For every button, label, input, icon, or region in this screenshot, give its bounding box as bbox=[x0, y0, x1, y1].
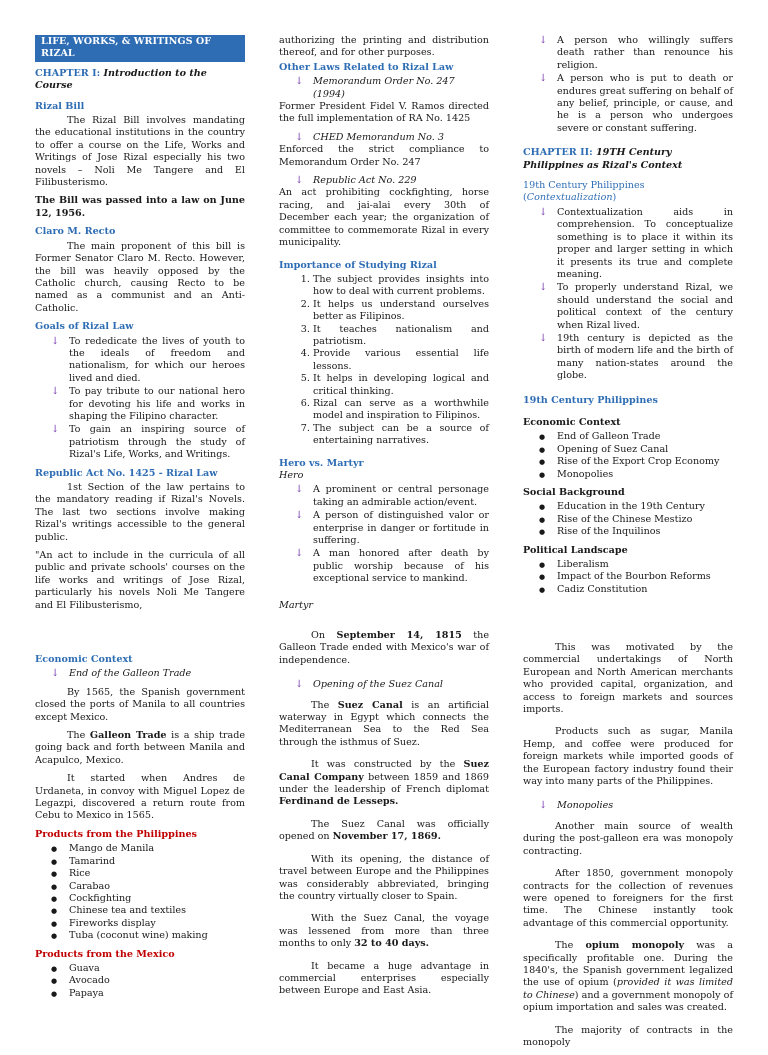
ra-229-heading: ↓ Republic Act No. 229 bbox=[295, 175, 417, 187]
arrow-bullet-icon: ↓ bbox=[539, 282, 548, 294]
political-list bbox=[523, 559, 733, 596]
social-background-heading: Social Background bbox=[523, 487, 625, 498]
page2-column-1 bbox=[35, 654, 245, 1006]
list-item: ● Education in the 19th Century bbox=[523, 501, 733, 513]
bill-passed-paragraph: The Bill was passed into a law on June 12, 1956. bbox=[35, 195, 245, 219]
suez-definition-paragraph: The Suez Canal is an artificial waterway in Egypt which connects the Mediterranean Sea to the Red Sea through the isthmus of Suez. bbox=[279, 699, 489, 748]
list-item: ● Rise of the Export Crop Economy bbox=[523, 456, 733, 468]
list-item: ↓ A prominent or central personage taking an admirable action/event. bbox=[295, 484, 489, 508]
arrow-bullet-icon: ↓ bbox=[295, 131, 304, 143]
list-item: ● Tamarind bbox=[35, 856, 245, 868]
list-item: ↓ To pay tribute to our national hero for devoting his life and works in shaping the Filipino character. bbox=[51, 386, 245, 422]
arrow-bullet-icon: ↓ bbox=[295, 76, 304, 88]
arrow-bullet-icon: ↓ bbox=[539, 73, 548, 85]
ra-1425-paragraph: 1st Section of the law pertains to the mandatory reading if Rizal's Novels. The last two sections involve making Rizal's writings accessible to the general public. bbox=[35, 482, 245, 543]
list-item: ● Rise of the Chinese Mestizo bbox=[523, 514, 733, 526]
suez-construction-paragraph: It was constructed by the Suez Canal Company between 1859 and 1869 under the leadership of French diplomat Ferdinand de Lesseps. bbox=[279, 759, 489, 808]
ports-paragraph: By 1565, the Spanish government closed the ports of Manila to all countries except Mexico. bbox=[35, 686, 245, 723]
chapter-label: CHAPTER I: bbox=[35, 67, 101, 79]
distance-paragraph: With its opening, the distance of travel between Europe and the Philippines was considerably abbreviated, bringing the country virtually closer to Spain. bbox=[279, 853, 489, 902]
rizal-bill-paragraph: The Rizal Bill involves mandating the educational institutions in the country to offer a course on the Life, Works and Writings of Jose Rizal especially his two novels – Noli Me Tangere and El Filibusterismo. bbox=[35, 115, 245, 189]
rizal-bill-heading: Rizal Bill bbox=[35, 100, 85, 112]
arrow-bullet-icon: ↓ bbox=[51, 424, 60, 436]
galleon-definition-paragraph: The Galleon Trade is a ship trade going back and forth between Manila and Acapulco, Mexico. bbox=[35, 730, 246, 766]
19th-century-heading: 19th Century Philippines bbox=[523, 394, 658, 406]
context-heading: 19th Century Philippines (Contextualization) bbox=[523, 180, 645, 204]
arrow-bullet-icon: ↓ bbox=[51, 668, 60, 680]
list-item: 7. The subject can be a source of entertaining narratives. bbox=[313, 423, 489, 448]
galleon-subheading: ↓ End of the Galleon Trade bbox=[51, 668, 192, 680]
arrow-bullet-icon: ↓ bbox=[295, 679, 304, 691]
document-title: LIFE, WORKS, & WRITINGS OF RIZAL bbox=[35, 35, 245, 62]
monopolies-subheading: ↓ Monopolies bbox=[539, 800, 614, 812]
ched-memo-paragraph: Enforced the strict compliance to Memorandum Order No. 247 bbox=[279, 144, 489, 168]
list-item: 1. The subject provides insights into how to deal with current problems. bbox=[313, 274, 489, 299]
ched-memo-heading: ↓ CHED Memorandum No. 3 bbox=[295, 131, 444, 143]
economic-context-heading: Economic Context bbox=[35, 654, 133, 665]
list-item: ● Chinese tea and textiles bbox=[35, 905, 245, 917]
list-item: 6. Rizal can serve as a worthwhile model and inspiration to Filipinos. bbox=[313, 398, 489, 423]
list-item: 3. It teaches nationalism and patriotism. bbox=[313, 324, 489, 349]
page1-column-3 bbox=[523, 35, 733, 602]
list-item: ● Impact of the Bourbon Reforms bbox=[523, 571, 733, 583]
list-item: ● Fireworks display bbox=[35, 918, 245, 930]
list-item: 4. Provide various essential life lessons. bbox=[313, 348, 489, 373]
list-item: ● Liberalism bbox=[523, 559, 733, 571]
chapter-2-heading bbox=[523, 147, 733, 172]
monopoly-source-paragraph: Another main source of wealth during the post-galleon era was monopoly contracting. bbox=[523, 820, 733, 857]
memo-247-heading: ↓ Memorandum Order No. 247 (1994) bbox=[295, 76, 455, 100]
list-item: ● End of Galleon Trade bbox=[523, 431, 733, 443]
act-quote-continued: authorizing the printing and distribution thereof, and for other purposes. bbox=[279, 35, 489, 59]
arrow-bullet-icon: ↓ bbox=[539, 800, 548, 812]
list-item: ● Mango de Manila bbox=[35, 843, 245, 855]
list-item: ● Monopolies bbox=[523, 469, 733, 481]
page1-column-2 bbox=[279, 35, 489, 614]
revenue-contracts-paragraph: After 1850, government monopoly contracts for the collection of revenues were opened to foreigners for the first time. The Chinese instantly took advantage of this commercial opportunity. bbox=[523, 868, 733, 929]
martyr-list bbox=[523, 35, 733, 135]
page2-column-2 bbox=[279, 630, 489, 1004]
suez-opening-paragraph: The Suez Canal was officially opened on November 17, 1869. bbox=[279, 818, 489, 843]
hero-martyr-heading: Hero vs. Martyr bbox=[279, 457, 364, 469]
chapter-title: Introduction to the Course bbox=[35, 67, 207, 92]
arrow-bullet-icon: ↓ bbox=[295, 510, 304, 522]
list-item: ↓ Contextualization aids in comprehension. To conceptualize something is to place it within its proper and larger setting in which it presents its true and complete meaning. bbox=[539, 206, 733, 280]
list-item: 2. It helps us understand ourselves better as Filipinos. bbox=[313, 299, 489, 324]
list-item: ● Cadiz Constitution bbox=[523, 584, 733, 596]
list-item: ● Tuba (coconut wine) making bbox=[35, 930, 245, 942]
list-item: ↓ To properly understand Rizal, we should understand the social and political context of the century when Rizal lived. bbox=[539, 282, 733, 331]
hero-list bbox=[279, 484, 489, 585]
advantage-paragraph: It became a huge advantage in commercial enterprises especially between Europe and East Asia. bbox=[279, 960, 489, 997]
political-landscape-heading: Political Landscape bbox=[523, 544, 628, 556]
arrow-bullet-icon: ↓ bbox=[51, 386, 60, 398]
urdaneta-paragraph: It started when Andres de Urdaneta, in convoy with Miguel Lopez de Legazpi, discovered a return route from Cebu to Mexico in 1565. bbox=[35, 773, 245, 822]
voyage-paragraph: With the Suez Canal, the voyage was lessened from more than three months to only 32 to 40 days. bbox=[279, 913, 489, 950]
list-item: ↓ A person of distinguished valor or enterprise in danger or fortitude in suffering. bbox=[295, 510, 489, 547]
list-item: ↓ To rededicate the lives of youth to the ideals of freedom and nationalism, for which our heroes lived and died. bbox=[51, 335, 245, 384]
economic-context-heading: Economic Context bbox=[523, 416, 621, 428]
arrow-bullet-icon: ↓ bbox=[539, 332, 548, 344]
opium-paragraph: The opium monopoly was a specifically profitable one. During the 1840's, the Spanish government legalized the use of opium (provided it was limited to Chinese) and a government monopoly of opium importation and sales was created. bbox=[523, 940, 734, 1014]
list-item: ● Guava bbox=[35, 963, 245, 975]
list-item: ↓ A person who is put to death or endures great suffering on behalf of any belief, principle, or cause, and he is a person who undergoes severe or constant suffering. bbox=[539, 73, 733, 134]
list-item: ● Avocado bbox=[35, 975, 245, 987]
economic-list bbox=[523, 431, 733, 481]
contracts-majority-paragraph: The majority of contracts in the monopoly bbox=[523, 1024, 733, 1048]
act-quote-paragraph: "An act to include in the curricula of all public and private schools' courses on the life works and writings of Jose Rizal, particularly his novels Noli Me Tangere and El Filibusterismo, bbox=[35, 550, 245, 611]
galleon-end-paragraph: On September 14, 1815 the Galleon Trade ended with Mexico's war of independence. bbox=[279, 630, 489, 666]
recto-heading: Claro M. Recto bbox=[35, 226, 116, 238]
arrow-bullet-icon: ↓ bbox=[295, 175, 304, 187]
arrow-bullet-icon: ↓ bbox=[51, 335, 60, 347]
recto-paragraph: The main proponent of this bill is Former Senator Claro M. Recto. However, the bill was heavily opposed by the Catholic church, causing Recto to be named as a communist and an Anti-Catholic. bbox=[35, 240, 245, 314]
products-philippines-heading: Products from the Philippines bbox=[35, 828, 197, 840]
list-item: ↓ A person who willingly suffers death rather than renounce his religion. bbox=[539, 35, 733, 71]
products-philippines-list bbox=[35, 843, 245, 942]
motivation-paragraph: This was motivated by the commercial undertakings of North European and North American merchants who provided capital, organization, and access to foreign markets and sources imports. bbox=[523, 642, 733, 716]
page2-column-3 bbox=[523, 642, 733, 1055]
list-item: ↓ A man honored after death by public worship because of his exceptional service to mankind. bbox=[295, 548, 489, 585]
arrow-bullet-icon: ↓ bbox=[295, 548, 304, 560]
page1-column-1 bbox=[35, 35, 245, 618]
list-item: ● Rise of the Inquilinos bbox=[523, 526, 733, 538]
list-item: 5. It helps in developing logical and critical thinking. bbox=[313, 373, 489, 398]
ra-229-paragraph: An act prohibiting cockfighting, horse racing, and jai-alai every 30th of December each year; the organization of committee to commemorate Rizal in every municipality. bbox=[279, 187, 489, 249]
chapter-1-heading bbox=[35, 68, 245, 93]
list-item: ● Carabao bbox=[35, 881, 245, 893]
arrow-bullet-icon: ↓ bbox=[295, 484, 304, 496]
ra-1425-heading: Republic Act No. 1425 - Rizal Law bbox=[35, 467, 218, 479]
chapter-title: 19TH Century Philippines as Rizal's Context bbox=[523, 147, 683, 171]
list-item: ● Cockfighting bbox=[35, 893, 245, 905]
memo-247-paragraph: Former President Fidel V. Ramos directed the full implementation of RA No. 1425 bbox=[279, 101, 489, 125]
other-laws-heading: Other Laws Related to Rizal Law bbox=[279, 61, 454, 73]
arrow-bullet-icon: ↓ bbox=[539, 35, 548, 46]
context-list bbox=[523, 207, 733, 383]
importance-list bbox=[279, 274, 489, 448]
goals-list bbox=[35, 336, 245, 462]
chapter-label: CHAPTER II: bbox=[523, 147, 593, 159]
martyr-subheading: Martyr bbox=[279, 599, 313, 611]
list-item: ● Opening of Suez Canal bbox=[523, 444, 733, 456]
products-mexico-heading: Products from the Mexico bbox=[35, 948, 175, 960]
products-mexico-list bbox=[35, 963, 245, 1000]
list-item: ● Papaya bbox=[35, 988, 245, 1000]
hero-subheading: Hero bbox=[279, 470, 304, 481]
products-paragraph: Products such as sugar, Manila Hemp, and coffee were produced for foreign markets while imported goods of the European factory industry found their way into many parts of the Philippines. bbox=[523, 726, 733, 788]
arrow-bullet-icon: ↓ bbox=[539, 206, 548, 218]
list-item: ↓ 19th century is depicted as the birth of modern life and the birth of many nation-states around the globe. bbox=[539, 332, 733, 382]
suez-subheading: ↓ Opening of the Suez Canal bbox=[295, 679, 443, 691]
importance-heading: Importance of Studying Rizal bbox=[279, 259, 437, 271]
social-list bbox=[523, 501, 733, 538]
list-item: ↓ To gain an inspiring source of patriotism through the study of Rizal's Life, Works, and Writings. bbox=[51, 424, 245, 461]
goals-heading: Goals of Rizal Law bbox=[35, 321, 134, 333]
list-item: ● Rice bbox=[35, 868, 245, 880]
